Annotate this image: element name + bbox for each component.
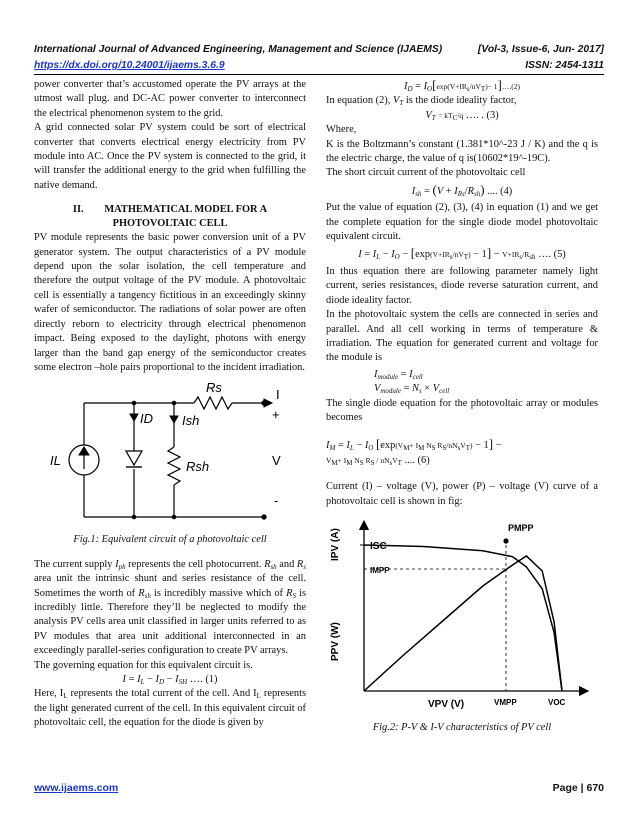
volume-info: [Vol-3, Issue-6, Jun- 2017] — [477, 44, 604, 55]
label-rs: Rs — [206, 381, 222, 396]
equation-module-current: $I_{module} = I_{cell}$ — [374, 368, 423, 381]
equation-6: $I_M = I_L - I_O$ [$\exp(V_M+ I_M$ $N_S$ $R_S/nN_sV_T) - 1$] − — [326, 436, 502, 453]
label-vmpp: VMPP — [494, 697, 517, 707]
paragraph: Current (I) – voltage (V), power (P) – voltage (V) curve of a photovoltaic cell is shown in fig: — [326, 481, 598, 507]
label-rsh: Rsh — [186, 459, 210, 475]
label-id: ID — [140, 411, 153, 427]
label-i: I — [276, 387, 280, 403]
label-v: V — [272, 453, 281, 469]
label-ipv: IPV (A) — [330, 528, 341, 561]
paragraph: Put the value of equation (2), (3), (4) in equation (1) and we get the complete equation for the single diode model photovoltaic equivalent circuit. — [326, 202, 598, 243]
section-heading — [34, 203, 306, 231]
paragraph: In equation (2), $V_T$ is the diode ideality factor, — [326, 95, 517, 108]
doi-row — [34, 60, 604, 71]
equation-2: $I_D = I_O[\exp(V+IR_s/nV_T)-$ 1]….(2) — [403, 77, 521, 93]
label-minus: - — [274, 493, 279, 509]
label-ppv: PPV (W) — [330, 622, 341, 661]
paragraph: Here, $I_L$ represents the total current of the cell. And $I_L$ represents the light generated current of the cell. In this equivalent circuit of photovoltaic cell, the equation for the diode is given by — [34, 688, 306, 729]
paragraph: A grid connected solar PV system could be sort of electrical converter that converts electrical energy electricity from PV module into AC. Once the PV system is connected to the grid, it will transfer the additional energy to the grid when fulfilling the native demand. — [34, 122, 306, 191]
equation-1: $I = I_L - I_D - I_{SH}$ …. (1) — [122, 673, 218, 686]
paragraph: In thus equation there are following parameter namely light current, series resistances, diode reverse saturation current, and diode ideality factor. — [326, 265, 598, 306]
paragraph: The governing equation for this equivalent circuit is. — [34, 659, 253, 671]
label-voc: VOC — [548, 697, 566, 707]
paragraph: Where, — [326, 124, 357, 136]
equivalent-circuit-figure — [34, 381, 306, 529]
equation-3: $V_T = kT_C/q$ …. . (3) — [425, 109, 499, 122]
header-rule — [34, 74, 604, 75]
paragraph: The short circuit current of the photovoltaic cell — [326, 167, 526, 179]
equation-6-cont: $V_M+ I_M$ $N_S$ $R_S / nN_sV_T$ .... (6) — [326, 454, 430, 467]
equation-5: $I = I_L - I_O - [\exp(V+IR_s/nV_T) - 1] - V+IR_s/R_{sh}$ …. (5) — [358, 245, 566, 262]
equation-4: $I_{sh} = (V + I_{Rs}/R_{sh})$ .... (4) — [411, 181, 513, 198]
journal-header — [34, 44, 604, 55]
section-number: II. — [72, 204, 84, 216]
section-title-line1: MATHEMATICAL MODEL FOR A — [104, 204, 268, 216]
page-number: Page | 670 — [552, 782, 604, 794]
label-plus: + — [272, 407, 280, 423]
paragraph: The current supply $I_{ph}$ represents the cell photocurrent. $R_{sh}$ and $R_s$ area unit the intrinsic shunt and series resistance of the cell. Sometimes the worth of $R_{sh}$ is incredibly massive which of $R_S$ is incredibly little. Therefore they’ll be neglected to modify the analysis PV cells area unit classified in larger units referred to as PV modules that area unit additional interconnected in an exceedingly parallel-series configuration to create PV arrays. — [34, 558, 306, 657]
page-footer — [34, 782, 604, 794]
label-ish: Ish — [182, 413, 200, 429]
pv-iv-chart — [326, 515, 598, 715]
paragraph: power converter that’s accustomed operate the PV arrays at the utmost wall plug. and DC-AC power converter to interconnect the electrical phenomenon system to the grid. — [34, 79, 306, 119]
paragraph: The single diode equation for the photovoltaic array or modules becomes — [326, 397, 598, 423]
label-vpv: VPV (V) — [428, 698, 465, 710]
label-il: IL — [50, 453, 61, 469]
label-impp: IMPP — [370, 565, 390, 575]
right-column — [326, 78, 598, 735]
equation-module-voltage: $V_{module} = N_s \times V_{cell}$ — [374, 383, 450, 396]
doi-link[interactable]: https://dx.doi.org/10.24001/ijaems.3.6.9 — [34, 60, 225, 71]
label-pmpp: PMPP — [508, 522, 534, 533]
section-title-line2: PHOTOVOLTAIC CELL — [112, 218, 228, 230]
left-column — [34, 78, 306, 731]
issn: ISSN: 2454-1311 — [525, 60, 604, 71]
journal-url[interactable]: www.ijaems.com — [34, 782, 119, 794]
mpp-point — [503, 538, 508, 543]
iv-curve — [364, 545, 562, 691]
label-isc: ISC — [370, 540, 387, 552]
figure-caption: Fig.1: Equivalent circuit of a photovoltaic cell — [73, 534, 267, 546]
figure-caption: Fig.2: P-V & I-V characteristics of PV cell — [372, 721, 552, 733]
paragraph: K is the Boltzmann’s constant (1.381*10^-23 J / K) and the q is the electric charge, the value of q is(10602*19^-19C). — [326, 138, 598, 165]
journal-title: International Journal of Advanced Engineering, Management and Science (IJAEMS) — [34, 44, 443, 55]
paragraph: PV module represents the basic power conversion unit of a PV generator system. The output characteristics of a PV module depend upon the solar isolation, the cell temperature and therefore the output voltage of the PV module. A photovoltaic cell is essentially a tangency fictitious in an exceedingly skinny wafer of semiconductor. The radiations of solar power are often directly reborn to electricity through electrical phenomenon impact. Being exposed to the daylight, photons with energy larger than the band gap energy of the semiconductor creates some electron –hole pairs proportional to the incident irradiation. — [34, 232, 306, 373]
paragraph: In the photovoltaic system the cells are connected in series and parallel. And all cell working in terms of temperature & irradiation. The equation for generated current and voltage for the module is — [326, 309, 598, 364]
